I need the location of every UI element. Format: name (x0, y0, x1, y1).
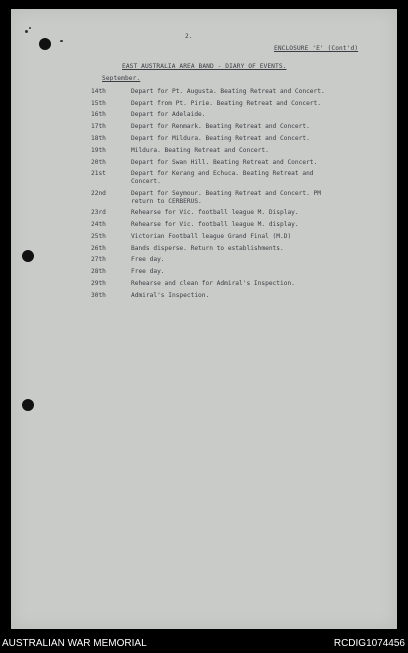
entry-event: Depart for Swan Hill. Beating Retreat and Concert. (131, 159, 318, 166)
ink-speck (60, 40, 63, 42)
entry-date: 23rd (91, 209, 106, 216)
entry-date: 30th (91, 292, 106, 299)
entry-date: 24th (91, 221, 106, 228)
entry-event: Depart from Pt. Pirie. Beating Retreat and Concert. (131, 100, 321, 107)
entry-date: 17th (91, 123, 106, 130)
ink-speck (25, 30, 28, 33)
entry-event: Rehearse and clean for Admiral's Inspection. (131, 280, 295, 287)
punch-hole-middle (22, 250, 34, 262)
page-number: 2. (185, 33, 193, 40)
punch-hole-bottom (22, 399, 34, 411)
entry-event: Depart for Pt. Augusta. Beating Retreat and Concert. (131, 88, 325, 95)
entry-date: 20th (91, 159, 106, 166)
entry-event: Free day. (131, 256, 165, 263)
entry-event: Admiral's Inspection. (131, 292, 210, 299)
enclosure-label: ENCLOSURE 'E' (Cont'd) (274, 45, 359, 52)
entry-event: Depart for Seymour. Beating Retreat and Concert. PM return to CERBERUS. (131, 190, 321, 206)
entry-date: 28th (91, 268, 106, 275)
entry-event: Rehearse for Vic. football league M. Display. (131, 209, 299, 216)
footer-id: RCDIG1074456 (333, 638, 405, 649)
ink-speck (29, 27, 31, 29)
footer-source: AUSTRALIAN WAR MEMORIAL (2, 638, 147, 649)
punch-hole-top (39, 38, 51, 50)
entry-event: Rehearse for Vic. football league M. display. (131, 221, 299, 228)
entry-date: 14th (91, 88, 106, 95)
entry-date: 22nd (91, 190, 106, 197)
entry-date: 15th (91, 100, 106, 107)
entry-date: 26th (91, 245, 106, 252)
entry-date: 18th (91, 135, 106, 142)
entry-event: Depart for Adelaide. (131, 111, 206, 118)
document-title: EAST AUSTRALIA AREA BAND - DIARY OF EVENTS. (122, 63, 287, 70)
entry-event: Depart for Renmark. Beating Retreat and Concert. (131, 123, 310, 130)
month-heading: September. (102, 75, 141, 82)
entry-event: Bands disperse. Return to establishments. (131, 245, 284, 252)
entry-event: Mildura. Beating Retreat and Concert. (131, 147, 269, 154)
entry-event: Victorian Football league Grand Final (M.D) (131, 233, 292, 240)
entry-event: Depart for Mildura. Beating Retreat and Concert. (131, 135, 310, 142)
entry-date: 25th (91, 233, 106, 240)
entry-date: 19th (91, 147, 106, 154)
entry-date: 16th (91, 111, 106, 118)
entry-event: Depart for Kerang and Echuca. Beating Retreat and Concert. (131, 170, 314, 186)
entry-date: 27th (91, 256, 106, 263)
footer-bar (0, 633, 408, 653)
entry-date: 21st (91, 170, 106, 177)
entry-date: 29th (91, 280, 106, 287)
entry-event: Free day. (131, 268, 165, 275)
